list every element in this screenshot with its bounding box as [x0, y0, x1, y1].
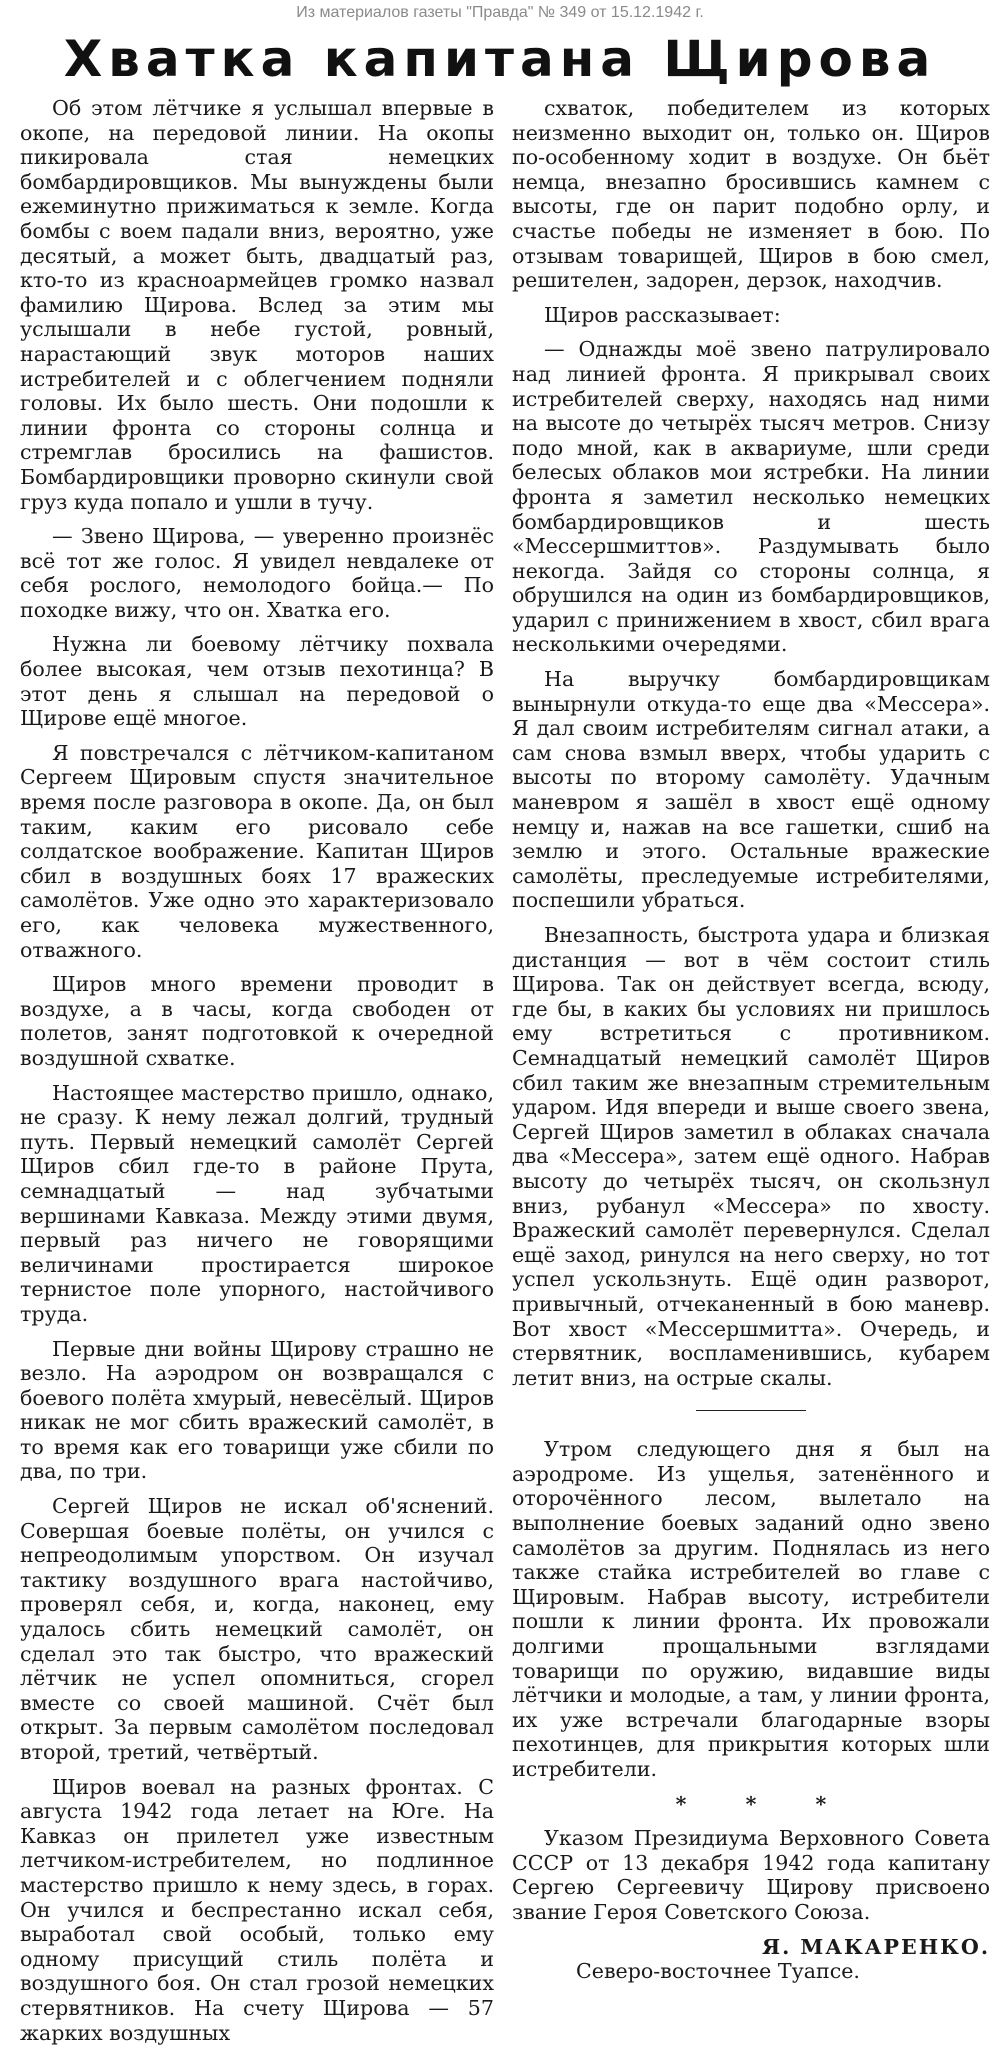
- section-stars: * * *: [675, 1791, 853, 1816]
- paragraph: Щиров рассказывает:: [544, 302, 781, 327]
- right-column: [512, 96, 990, 1994]
- paragraph: Внезапность, быстрота удара и близкая дистанция — вот в чём состоит стиль Щирова. Так он действует всегда, всюду, где бы, в каких бы условиях ни пришлось ему встретиться с противником. Семнадцатый немецкий самолёт Щиров сбил таким же внезапным стремительным ударом. Идя впереди и выше своего звена, Сергей Щиров заметил в облаках сначала два «Мессера», затем ещё одного. Набрав высоту до четырёх тысяч, он скользнул вниз, рубанул «Мессера» по хвосту. Вражеский самолёт перевернулся. Сделал ещё заход, ринулся на него сверху, но тот успел ускользнуть. Ещё один разворот, привычный, отчеканенный в бою маневр. Вот хвост «Мессершмитта». Очередь, и стервятник, воспламенившись, кубарем летит вниз, на острые скалы.: [512, 923, 990, 1390]
- paragraph: — Однажды моё звено патрулировало над линией фронта. Я прикрывал своих истребителей сверху, находясь над ними на высоте до четырёх тысяч метров. Снизу подо мной, как в аквариуме, шли среди белесых облаков мои ястребки. На линии фронта я заметил несколько немецких бомбардировщиков и шесть «Мессершмиттов». Раздумывать было некогда. Зайдя со стороны солнца, я обрушился на один из бомбардировщиков, ударил с принижением в хвост, сбил врага несколькими очередями.: [512, 337, 990, 657]
- section-divider: [696, 1410, 806, 1411]
- paragraph: схваток, победителем из которых неизменно выходит он, только он. Щиров по-особенному ходит в воздухе. Он бьёт немца, внезапно бросившись камнем с высоты, где он парит подобно орлу, и счастье победы не изменяет в бою. По отзывам товарищей, Щиров в бою смел, решителен, задорен, дерзок, находчив.: [512, 96, 990, 293]
- paragraph: Об этом лётчике я услышал впервые в окопе, на передовой линии. На окопы пикировала стая немецких бомбардировщиков. Мы вынуждены были ежеминутно прижиматься к земле. Когда бомбы с воем падали вниз, вероятно, уже десятый, а может быть, двадцатый раз, кто-то из красноармейцев громко назвал фамилию Щирова. Вслед за этим мы услышали в небе густой, ровный, нарастающий звук моторов наших истребителей и с облегчением подняли головы. Их было шесть. Они подошли к линии фронта со стороны солнца и стремглав бросились на фашистов. Бомбардировщики проворно скинули свой груз куда попало и ушли в тучу.: [20, 96, 494, 514]
- source-line: Из материалов газеты "Правда" № 349 от 15.12.1942 г.: [296, 4, 704, 21]
- paragraph: Настоящее мастерство пришло, однако, не сразу. К нему лежал долгий, трудный путь. Первый немецкий самолёт Сергей Щиров сбил где-то в районе Прута, семнадцатый — над зубчатыми вершинами Кавказа. Между этими двумя, первый раз ничего не говорящими величинами простирается широкое тернистое поле упорного, настойчивого труда.: [20, 1080, 494, 1326]
- paragraph: Я повстречался с лётчиком-капитаном Сергеем Щировым спустя значительное время после разговора в окопе. Да, он был таким, каким его рисовало себе солдатское воображение. Капитан Щиров сбил в воздушных боях 17 вражеских самолётов. Уже одно это характеризовало его, как человека мужественного, отважного.: [20, 740, 494, 962]
- dateline-place: Северо-восточнее Туапсе.: [576, 1959, 860, 1984]
- paragraph: Первые дни войны Щирову страшно не везло. На аэродром он возвращался с боевого полёта хмурый, невесёлый. Щиров никак не мог сбить вражеский самолёт, в то время как его товарищи уже сбили по два, по три.: [20, 1336, 494, 1484]
- paragraph: Утром следующего дня я был на аэродроме. Из ущелья, затенённого и оторочённого лесом, вылетало на выполнение боевых заданий одно звено самолётов за другим. Поднялась из него также стайка истребителей во главе с Щировым. Набрав высоту, истребители пошли к линии фронта. Их провожали долгими прощальными взглядами товарищи по оружию, видавшие виды лётчики и молодые, а там, у линии фронта, их уже встречали благодарные взоры пехотинцев, для прикрытия которых шли истребители.: [512, 1437, 990, 1781]
- headline: Хватка капитана Щирова: [63, 30, 937, 88]
- decree-paragraph: Указом Президиума Верховного Совета СССР от 13 декабря 1942 года капитану Сергею Сергеевичу Щирову присвоено звание Героя Советского Союза.: [512, 1826, 990, 1924]
- author-signature: Я. МАКАРЕНКО.: [761, 1934, 990, 1959]
- left-column: [20, 96, 494, 2055]
- paragraph: Щиров воевал на разных фронтах. С августа 1942 года летает на Юге. На Кавказ он прилетел уже известным летчиком-истребителем, но подлинное мастерство пришло к нему здесь, в горах. Он учился и беспрестанно искал себя, выработал свой особый, только ему одному присущий стиль полёта и воздушного боя. Он стал грозой немецких стервятников. На счету Щирова — 57 жарких воздушных: [20, 1774, 494, 2045]
- paragraph: Сергей Щиров не искал об'яснений. Совершая боевые полёты, он учился с непреодолимым упорством. Он изучал тактику воздушного врага настойчиво, проверял себя, и, когда, наконец, ему удалось сбить немецкий самолёт, он сделал это так быстро, что вражеский лётчик не успел опомниться, сгорел вместе со своей машиной. Счёт был открыт. За первым самолётом последовал второй, третий, четвёртый.: [20, 1494, 494, 1764]
- paragraph: Нужна ли боевому лётчику похвала более высокая, чем отзыв пехотинца? В этот день я слышал на передовой о Щирове ещё многое.: [20, 632, 494, 731]
- paragraph: Щиров много времени проводит в воздухе, а в часы, когда свободен от полетов, занят подготовкой к очередной воздушной схватке.: [20, 972, 494, 1070]
- paragraph: — Звено Щирова, — уверенно произнёс всё тот же голос. Я увидел невдалеке от себя рослого, немолодого бойца.— По походке вижу, что он. Хватка его.: [20, 524, 494, 622]
- paragraph: На выручку бомбардировщикам вынырнули откуда-то еще два «Мессера». Я дал своим истребителям сигнал атаки, а сам снова взмыл вверх, чтобы ударить с высоты по второму самолёту. Удачным маневром я зашёл в хвост ещё одному немцу и, нажав на все гашетки, сшиб на землю и этого. Остальные вражеские самолёты, преследуемые истребителями, поспешили убраться.: [512, 667, 990, 913]
